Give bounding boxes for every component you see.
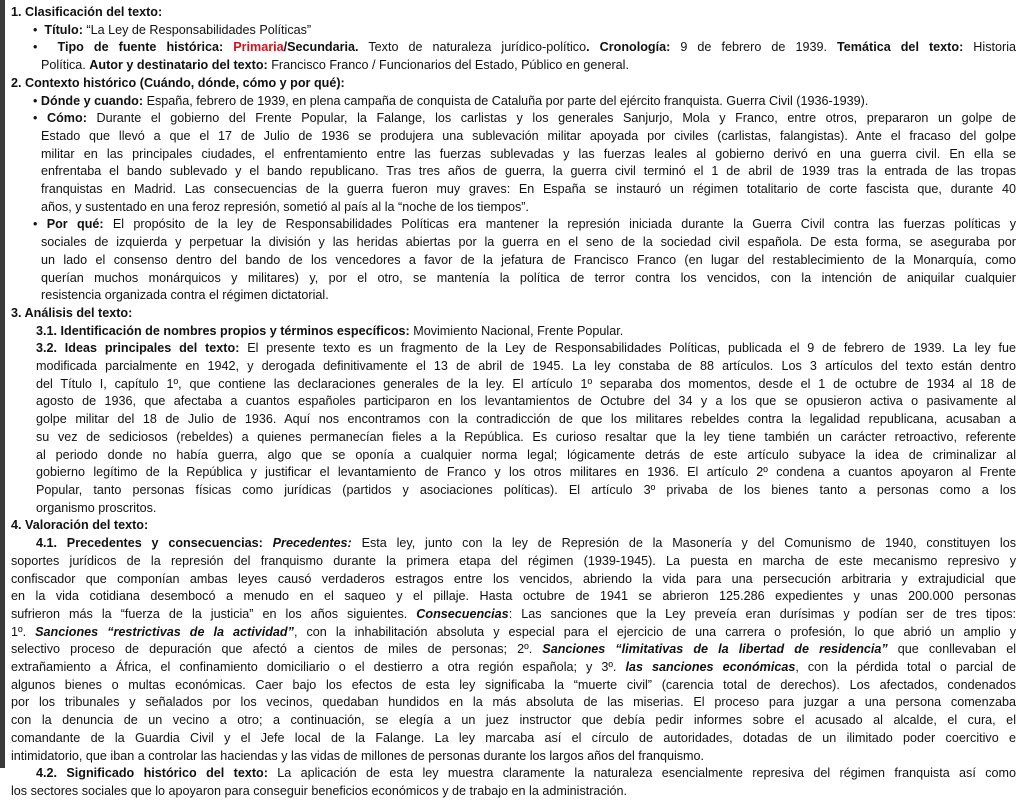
s2-como-line: Estado que llevó a que el 17 de Julio de 1936 se produjera una sublevación militar apoyada por civiles (carlistas, falangistas). Ante el fracaso del golpe xyxy=(41,128,1016,143)
s41-line: soportes jurídicos de la represión del franquismo durante la primera etapa del régimen (1939-1945). La puesta en marcha de este mecanismo represivo y xyxy=(11,553,1016,568)
s41-line: 1º. Sanciones “restrictivas de la actividad”, con la inhabilitación absoluta y especial para el ejercicio de una carrera o profesión, lo que abrió un amplio y xyxy=(11,624,1016,639)
s41-line: confiscador que componían ambas leyes causó verdaderos estragos entre los vencidos, abriendo la vida para una persecución arbitraria y extrajudicial que xyxy=(11,571,1016,586)
s32-line: organismo proscritos. xyxy=(36,500,157,515)
s32-line: su vez de sediciosos (rebeldes) a quienes permanecían fieles a la República. Es curioso resaltar que la ley tiene también un carácter retroactivo, referente xyxy=(36,429,1016,444)
s32-line: al periodo donde no había guerra, algo que se oponía a cualquier norma legal; lógicamente detrás de este artículo subyace la idea de criminalizar al xyxy=(36,447,1016,462)
s2-porque-line: querían muchos monárquicos y militares) y, por el otro, se mantenía la política de terror contra los vencidos, con la intención de aniquilar cualquier xyxy=(41,270,1016,285)
s32-line: modificada parcialmente en 1942, y derogada definitivamente el 13 de abril de 1945. La ley constaba de 88 artículos. Los 3 artículos del texto están dentro xyxy=(36,359,1016,374)
left-border-bar xyxy=(0,0,5,768)
s41-line: por los tribunales y señalados por los vecinos, quedaban hundidos en la más absoluta de las miserias. El proceso para juzgar a una persona comenzaba xyxy=(11,695,1016,710)
s41-line: comandante de la Guardia Civil y el Jefe local de la Falange. La ley marcaba así el círculo de autoridades, dotadas de un ilimitado poder coercitivo e xyxy=(11,730,1016,745)
s42-item: 4.2. Significado histórico del texto: La aplicación de esta ley muestra claramente la naturaleza esencialmente represiva del régimen franquista así como xyxy=(36,766,1016,781)
s1-title-item: • Título: “La Ley de Responsabilidades Políticas” xyxy=(33,22,312,37)
section-1-heading: 1. Clasificación del texto: xyxy=(11,5,163,19)
s2-como-line: militar en las principales ciudades, el enfrentamiento entre las fuerzas sublevadas y las fuerzas leales al gobierno derivó en una guerra civil. En ella se xyxy=(41,146,1016,161)
section-2-heading: 2. Contexto histórico (Cuándo, dónde, cómo y por qué): xyxy=(11,75,345,90)
s32-line: golpe militar del 18 de Julio de 1936. Aquí nos encontramos con la contradicción de que los militares rebeldes contra la legalidad republicana, acusaban a xyxy=(36,412,1016,427)
s32-line: Popular, tanto personas físicas como jurídicas (partidos y asociaciones políticas). El artículo 3º privaba de los bienes tanto a personas como a los xyxy=(36,482,1016,497)
s42-line: los sectores sociales que lo apoyaron para conseguir beneficios económicos y de trabajo en la administración. xyxy=(11,783,628,798)
s32-line: del Título I, capítulo 1º, que contiene las declaraciones generales de la ley. El artículo 1º separaba dos momentos, desde el 1 de octubre de 1934 al 18 de xyxy=(36,376,1016,391)
s2-como-line: franquistas en Madrid. Las consecuencias de la guerra fueron muy graves: En España se instauró un régimen totalitario de corte fascista que, durante 40 xyxy=(41,182,1016,197)
s41-line: intimidatorio, que iban a controlar las haciendas y las vidas de millones de personas durante los largos años del franquismo. xyxy=(11,748,705,763)
s41-line: extrañamiento a África, el confinamiento domiciliario o el destierro a otra región española; y 3º. las sanciones económicas, con la pérdida total o parcial de xyxy=(11,660,1017,675)
s32-line: agosto de 1936, que afectaba a cuantos españoles participaron en los levantamientos de Octubre del 34 y a los que se opusieron activa o pasivamente al xyxy=(36,394,1016,409)
s2-como-line: enfrentaba el bando sublevado y el bando republicano. Tras tres años de guerra, la guerra civil terminó el 1 de abril de 1939 tras la entrada de las tropas xyxy=(41,164,1016,179)
s31-item: 3.1. Identificación de nombres propios y términos específicos: Movimiento Nacional, Frente Popular. xyxy=(36,323,624,338)
s41-line: con la denuncia de un vecino a otro; a continuación, se elegía a un juez instructor que debía pedir informes sobre el acusado al alcalde, el cura, el xyxy=(11,713,1016,728)
s1-type-item-cont: Política. Autor y destinatario del texto: Francisco Franco / Funcionarios del Estado, Público en general. xyxy=(41,58,629,73)
s32-line: gobierno legítimo de la República y justificar el levantamiento de Franco y los otros militares en 1936. El artículo 2º condena a cuantos apoyaron al Frente xyxy=(36,465,1016,480)
s2-porque-line: un lado el consenso dentro del bando de los vencedores a favor de la jefatura de Francisco Franco (en lugar del restablecimiento de la Monarquía, como xyxy=(41,252,1016,267)
s2-como-line: años, y sustentado en una feroz represión, sometió al país al la “noche de los tiempos”. xyxy=(41,199,529,214)
s32-item: 3.2. Ideas principales del texto: El presente texto es un fragmento de la Ley de Responsabilidades Políticas, publicada el 9 de febrero de 1939. La ley fue xyxy=(36,341,1016,356)
section-3-heading: 3. Análisis del texto: xyxy=(11,305,133,320)
s1-type-item: • Tipo de fuente histórica: Primaria/Secundaria. Texto de naturaleza jurídico-político. Cronología: 9 de febrero de 1939. Temática del texto: Historia xyxy=(33,40,1016,55)
section-4-heading: 4. Valoración del texto: xyxy=(11,518,149,533)
s41-line: en la vida cotidiana desembocó a menudo en el saqueo y el pillaje. Hasta octubre de 1941 se abrieron 125.286 expedientes y unas 200.000 personas xyxy=(11,589,1016,604)
s2-donde-item: • Dónde y cuando: España, febrero de 1939, en plena campaña de conquista de Cataluña por parte del ejército franquista. Guerra Civil (1936-1939). xyxy=(33,93,869,108)
s41-line: sufrieron más la “fuerza de la justicia” en los años siguientes. Consecuencias: Las sanciones que la Ley preveía eran durísimas y podían ser de tres tipos: xyxy=(11,606,1016,621)
s41-line: algunos bienes o multas económicas. Caer bajo los efectos de esta ley significaba la “muerte civil” (carencia total de derechos). Los afectados, condenados xyxy=(11,677,1016,692)
s2-porque-line: resistencia organizada contra el régimen dictatorial. xyxy=(41,288,329,303)
s41-line: selectivo proceso de depuración que afectó a cientos de miles de personas; 2º. Sanciones “limitativas de la libertad de residencia” que conllevaban el xyxy=(11,642,1016,657)
document-body xyxy=(11,4,1016,801)
s41-item: 4.1. Precedentes y consecuencias: Precedentes: Esta ley, junto con la ley de Represión de la Masonería y del Comunismo de 1940, constituyen los xyxy=(36,536,1017,551)
s2-porque-item: • Por qué: El propósito de la ley de Responsabilidades Políticas era mantener la represión iniciada durante la Guerra Civil contra las fuerzas políticas y xyxy=(33,217,1016,232)
s2-como-item: • Cómo: Durante el gobierno del Frente Popular, la Falange, los carlistas y los generales Sanjurjo, Mola y Franco, entre otros, prepararon un golpe de xyxy=(33,111,1016,126)
s2-porque-line: sociales de izquierda y perpetuar la división y las heridas abiertas por la guerra en el seno de la sociedad civil española. De esta forma, se aseguraba por xyxy=(41,235,1016,250)
